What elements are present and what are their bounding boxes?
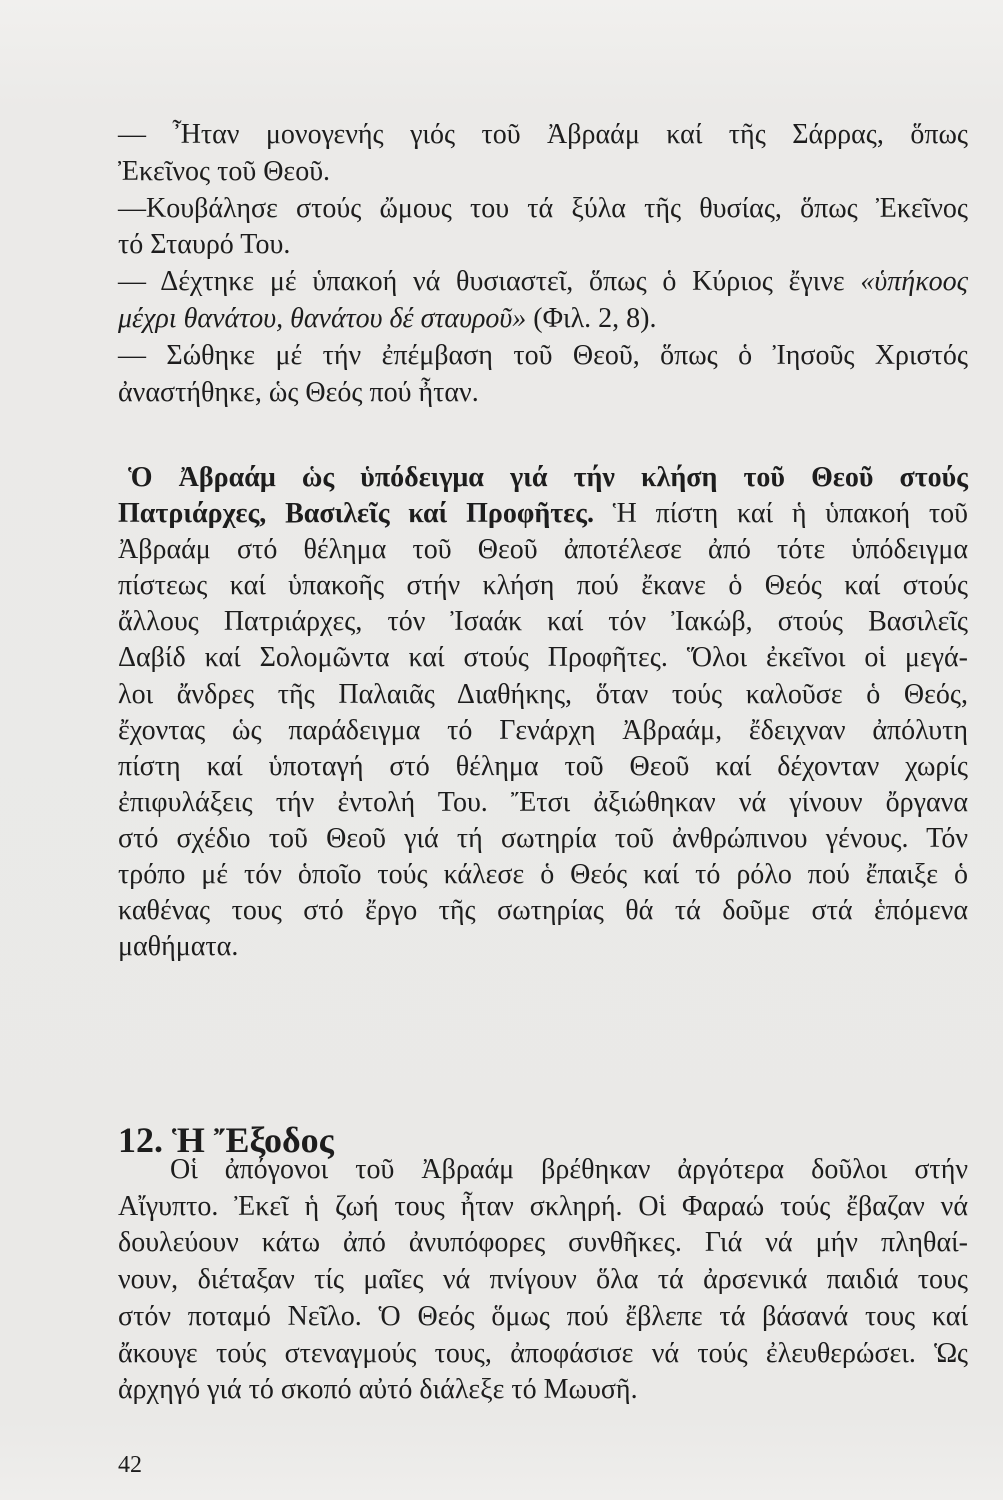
text-line xyxy=(118,460,968,496)
text-line: λοι ἄνδρες τῆς Παλαιᾶς Διαθήκης, ὅταν τούς καλοῦσε ὁ Θεός, xyxy=(118,678,968,710)
text-line xyxy=(118,301,968,338)
text-line: Αἴγυπτο. Ἐκεῖ ἡ ζωή τους ἦταν σκληρή. Οἱ Φαραώ τούς ἔβαζαν νά xyxy=(118,1190,968,1222)
text-line: ἐπιφυλάξεις τήν ἐντολή Του. Ἔτσι ἀξιώθηκαν νά γίνουν ὄργανα xyxy=(118,786,968,818)
text-line: πίστεως καί ὑπακοῆς στήν κλήση πού ἔκανε ὁ Θεός καί στούς xyxy=(118,570,968,602)
text-line: ἄλλους Πατριάρχες, τόν Ἰσαάκ καί τόν Ἰακώβ, στούς Βασιλεῖς xyxy=(118,606,968,638)
text-line: πίστη καί ὑποταγή στό θέλημα τοῦ Θεοῦ καί δέχονταν χωρίς xyxy=(118,750,968,782)
typology-list xyxy=(118,117,968,411)
text-line xyxy=(118,496,968,532)
text-line: δουλεύουν κάτω ἀπό ἀνυπόφορες συνθῆκες. Γιά νά μήν πληθαί- xyxy=(118,1227,968,1259)
page-number: 42 xyxy=(118,1452,142,1478)
citation-segment: (Φιλ. 2, 8). xyxy=(526,302,657,334)
run-in-heading: Ὁ Ἀβραάμ ὡς ὑπόδειγμα γιά τήν κλήση τοῦ Θεοῦ στούς xyxy=(128,462,968,493)
section-heading: 12. Ἡ Ἔξοδος xyxy=(118,1120,334,1160)
text-line: — Σώθηκε μέ τήν ἐπέμβαση τοῦ Θεοῦ, ὅπως ὁ Ἰησοῦς Χριστός xyxy=(118,339,968,371)
text-line: ἄκουγε τούς στεναγμούς τους, ἀποφάσισε νά τούς ἐλευθερώσει. Ὡς xyxy=(118,1337,968,1369)
quotation-segment: μέχρι θανάτου, θανάτου δέ σταυροῦ» xyxy=(118,302,527,334)
text-line: —Κουβάλησε στούς ὤμους του τά ξύλα τῆς θυσίας, ὅπως Ἐκεῖνος xyxy=(118,192,968,224)
text-segment: Ἡ πίστη καί ἡ ὑπακοή τοῦ xyxy=(593,498,969,530)
text-line: μαθήματα. xyxy=(118,931,239,963)
run-in-heading: Πατριάρχες, Βασιλεῖς καί Προφῆτες. xyxy=(118,498,594,530)
text-line: — Ἦταν μονογενής γιός τοῦ Ἀβραάμ καί τῆς Σάρρας, ὅπως xyxy=(118,119,968,150)
text-line: Δαβίδ καί Σολομῶντα καί στούς Προφῆτες. Ὅλοι ἐκεῖνοι οἱ μεγά- xyxy=(118,642,968,674)
text-line: ἔχοντας ὡς παράδειγμα τό Γενάρχη Ἀβραάμ, ἔδειχναν ἀπόλυτη xyxy=(118,714,968,746)
text-line: Οἱ ἀπόγονοι τοῦ Ἀβραάμ βρέθηκαν ἀργότερα δοῦλοι στήν xyxy=(170,1154,968,1185)
text-line: στό σχέδιο τοῦ Θεοῦ γιά τή σωτηρία τοῦ ἀνθρώπινου γένους. Τόν xyxy=(118,822,968,854)
text-line: Ἐκεῖνος τοῦ Θεοῦ. xyxy=(118,155,331,187)
text-line xyxy=(118,264,968,301)
text-segment: — Δέχτηκε μέ ὑπακοή νά θυσιαστεῖ, ὅπως ὁ Κύριος ἔγινε xyxy=(118,266,861,298)
text-line: ἀναστήθηκε, ὡς Θεός πού ἦταν. xyxy=(118,376,479,408)
text-line: καθένας τους στό ἔργο τῆς σωτηρίας θά τά δοῦμε στά ἑπόμενα xyxy=(118,895,968,927)
quotation-segment: «ὑπήκοος xyxy=(860,266,968,298)
paragraph-abraham xyxy=(118,460,968,965)
text-line: νουν, διέταξαν τίς μαῖες νά πνίγουν ὅλα τά ἀρσενικά παιδιά τους xyxy=(118,1264,968,1296)
text-line: στόν ποταμό Νεῖλο. Ὁ Θεός ὅμως πού ἔβλεπε τά βάσανά τους καί xyxy=(118,1300,968,1332)
text-line: ἀρχηγό γιά τό σκοπό αὐτό διάλεξε τό Μωυσῆ. xyxy=(118,1374,638,1406)
text-line: τρόπο μέ τόν ὁποῖο τούς κάλεσε ὁ Θεός καί τό ρόλο πού ἔπαιξε ὁ xyxy=(118,859,968,891)
paragraph-exodus xyxy=(118,1152,968,1409)
text-line: τό Σταυρό Του. xyxy=(118,229,291,261)
text-line: Ἀβραάμ στό θέλημα τοῦ Θεοῦ ἀποτέλεσε ἀπό τότε ὑπόδειγμα xyxy=(118,534,968,566)
